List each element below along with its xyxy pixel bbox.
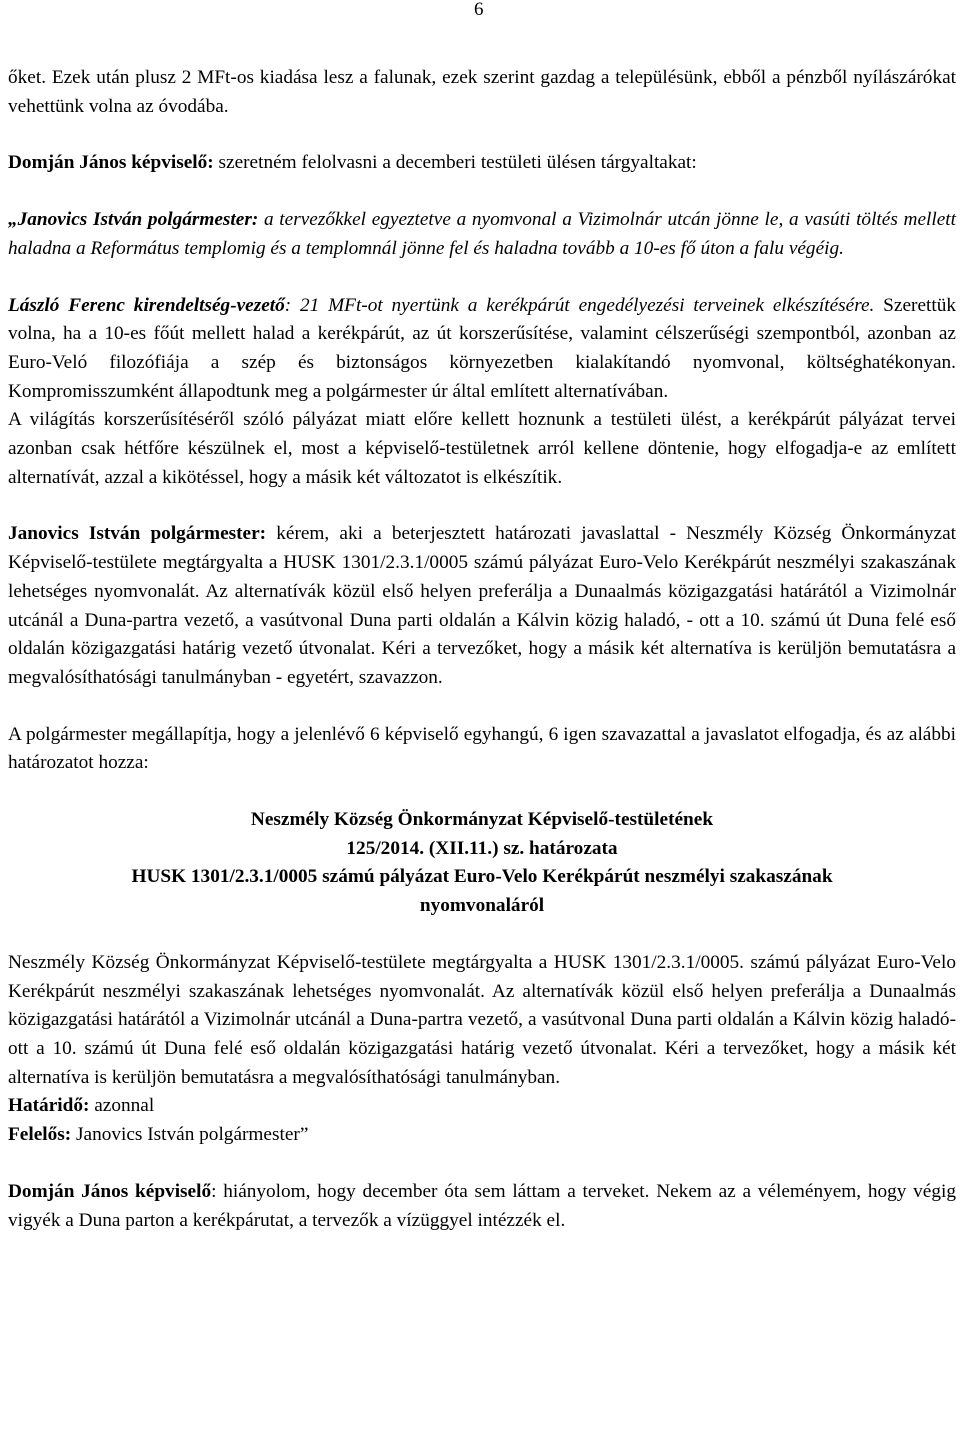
document-body bbox=[8, 64, 956, 1235]
speaker-name: László Ferenc kirendeltség-vezető bbox=[8, 294, 285, 316]
paragraph-quoted-mayor bbox=[8, 206, 956, 263]
speaker-name: Domján János képviselő bbox=[8, 1180, 212, 1202]
paragraph-text: kérem, aki a beterjesztett határozati javaslattal - Neszmély Község Önkormányzat Képviselő-testülete megtárgyalta a HUSK 1301/2.3.1/0005 számú pályázat Euro-Velo Kerékpárút neszmélyi szakaszának lehetséges nyomvonalát. Az alternatívák közül első helyen preferálja a Dunaalmás közigazgatási határától a Vizimolnár utcánál a Duna-partra vezető, a vasútvonal Duna parti oldalán a Kálvin közig haladó, - ott a 10. számú út Duna felé eső oldalán közigazgatási határig vezető útvonalat. Kéri a tervezőket, hogy a másik két alternatíva is kerüljön bemutatásra a megvalósíthatósági tanulmányban - egyetért, szavazzon. bbox=[8, 523, 956, 688]
deadline-label: Határidő: bbox=[8, 1095, 90, 1117]
responsible-value: Janovics István polgármester” bbox=[71, 1124, 309, 1146]
resolution-line-4: nyomvonaláról bbox=[419, 895, 545, 917]
resolution-line-1: Neszmély Község Önkormányzat Képviselő-testületének bbox=[250, 809, 714, 831]
paragraph-text: a tervezőkkel egyeztetve a nyomvonal a Vizimolnár utcán jönne le, a vasúti töltés mellett haladna a Református templomig és a templomnál jönne fel és haladna tovább a 10-es fő úton a falu végéig. bbox=[8, 209, 956, 259]
paragraph-domjan-1 bbox=[8, 149, 956, 178]
paragraph-mayor-vote bbox=[8, 520, 956, 692]
speaker-name: Janovics István polgármester: bbox=[8, 523, 267, 545]
deadline-value: azonnal bbox=[89, 1095, 155, 1117]
paragraph-text: : hiányolom, hogy december óta sem láttam a terveket. Nekem az a véleményem, hogy végig vigyék a Duna parton a kerékpárutat, a tervezők a vízüggyel intézzék el. bbox=[8, 1180, 956, 1231]
resolution-heading bbox=[8, 806, 956, 921]
page-number: 6 bbox=[474, 0, 484, 20]
paragraph-intro: őket. Ezek után plusz 2 MFt-os kiadása lesz a falunak, ezek szerint gazdag a településünk, ebből a pénzből nyílászárókat vehettünk volna az óvodába. bbox=[8, 67, 956, 117]
speaker-name: „Janovics István polgármester: bbox=[8, 209, 259, 231]
resolution-line-2: 125/2014. (XII.11.) sz. határozata bbox=[346, 837, 618, 859]
paragraph-text: Szerettük volna, ha a 10-es főút mellett halad a kerékpárút, az út korszerűsítése, valamint célszerűségi szempontból, azonban az Euro-Veló filozófiája a szép és biztonságos környezetben kialakítandó nyomvonal, költséghatékonyan. Kompromisszumként állapodtunk meg a polgármester úr által említett alternatívában. bbox=[8, 294, 956, 402]
paragraph-text: szeretném felolvasni a decemberi testületi ülésen tárgyaltakat: bbox=[213, 152, 697, 174]
paragraph-resolution-text: Neszmély Község Önkormányzat Képviselő-testülete megtárgyalta a HUSK 1301/2.3.1/0005. számú pályázat Euro-Velo Kerékpárút neszmélyi szakaszának lehetséges nyomvonalát. Az alternatívák közül első helyen preferálja a Dunaalmás közigazgatási határától a Vizimolnár utcánál a Duna-partra vezető, a vasútvonal Duna parti oldalán a Kálvin közig haladó- ott a 10. számú út Duna felé eső oldalán közigazgatási határig vezető útvonalat. Kéri a tervezőket, hogy a másik két alternatíva is kerüljön bemutatásra a megvalósíthatósági tanulmányban. bbox=[8, 951, 956, 1088]
paragraph-decision: A polgármester megállapítja, hogy a jelenlévő 6 képviselő egyhangú, 6 igen szavazattal a javaslatot elfogadja, és az alábbi határozatot hozza: bbox=[8, 723, 956, 774]
paragraph-laszlo bbox=[8, 292, 956, 407]
deadline-line bbox=[8, 1092, 956, 1121]
paragraph-domjan-2 bbox=[8, 1178, 956, 1235]
paragraph-lighting: A világítás korszerűsítéséről szóló pályázat miatt előre kellett hoznunk a testületi ülést, a kerékpárút pályázat tervei azonban csak hétfőre készülnek el, most a képviselő-testületnek arról kellene döntenie, hogy elfogadja-e az említett alternatívát, azzal a kikötéssel, hogy a másik két változatot is elkészítik. bbox=[8, 409, 956, 488]
resolution-line-3: HUSK 1301/2.3.1/0005 számú pályázat Euro-Velo Kerékpárút neszmélyi szakaszának bbox=[131, 866, 833, 888]
paragraph-text: : 21 MFt-ot nyertünk a kerékpárút engedélyezési terveinek elkészítésére. bbox=[284, 294, 875, 316]
responsible-label: Felelős: bbox=[8, 1124, 72, 1146]
responsible-line bbox=[8, 1121, 956, 1150]
speaker-name: Domján János képviselő: bbox=[8, 152, 214, 174]
